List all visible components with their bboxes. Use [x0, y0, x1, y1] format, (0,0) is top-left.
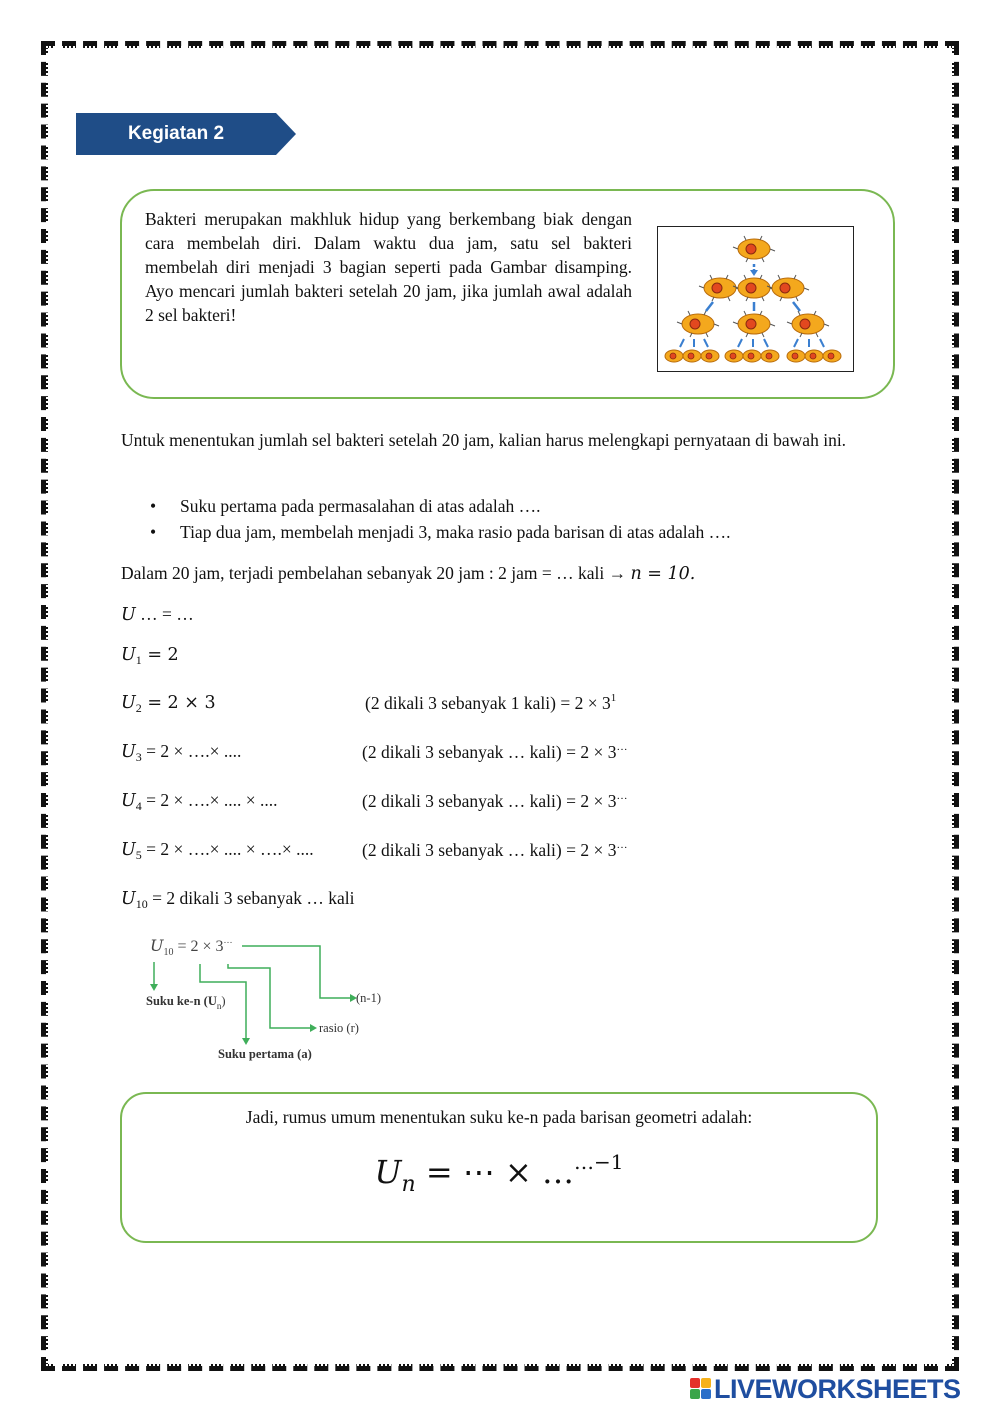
equation-u3: $U_3 = 2$ × ….× .... [121, 741, 242, 764]
equation-u3-explanation: (2 dikali 3 sebanyak … kali) = 2 × 3… [362, 741, 628, 762]
diagram-head-formula: $U_{10} = 2 \times 3^\dots$ [150, 935, 233, 958]
equation-u2-explanation: (2 dikali 3 sebanyak 1 kali) = $2 \times 3^1$ [365, 692, 617, 713]
bullet-item: • Suku pertama pada permasalahan di atas adalah …. [150, 496, 541, 516]
equation-u10: $U_{10} = 2$ dikali 3 sebanyak … kali [121, 888, 355, 911]
activity-banner-label: Kegiatan 2 [127, 123, 225, 144]
conclusion-text: Jadi, rumus umum menentukan suku ke-n pada barisan geometri adalah: [245, 1107, 753, 1127]
activity-banner [76, 113, 296, 155]
equation-u4-explanation: (2 dikali 3 sebanyak … kali) = 2 × 3… [362, 790, 628, 811]
division-line: Dalam 20 jam, terjadi pembelahan sebanyak 20 jam : 2 jam = … kali → n = 10. [121, 563, 696, 584]
equation-u2: $U_2 = 2 \times 3$ [121, 693, 216, 715]
equation-u1: $U_1 = 2$ [121, 645, 179, 667]
equation-u4: $U_4 = 2$ × ….× .... × .... [121, 790, 278, 813]
formula-diagram [140, 932, 400, 1072]
general-formula: $U_n$ = ⋯ × …$^{\dots-1}$ [374, 1150, 624, 1197]
label-suku-ke-n: Suku ke-n $(U_n)$ [146, 994, 226, 1011]
label-n-minus-1: (n-1) [356, 991, 381, 1005]
liveworksheets-logo [690, 1374, 961, 1404]
bacteria-division-image [657, 226, 854, 372]
equation-u5: $U_5 = 2$ × ….× .... × ….× .... [121, 839, 314, 862]
general-term-line: U … = … [121, 604, 194, 625]
brand-icon [690, 1378, 712, 1400]
label-rasio: rasio (r) [319, 1021, 359, 1035]
brand-text: LIVEWORKSHEETS [714, 1373, 961, 1404]
bacteria-illustration [658, 227, 852, 370]
problem-text: Bakteri merupakan makhluk hidup yang berkembang biak dengan cara membelah diri. Dalam waktu dua jam, satu sel bakteri membelah diri menjadi 3 bagian seperti pada Gambar disamping. Ayo mencari jumlah bakteri setelah 20 jam, jika jumlah awal adalah 2 sel bakteri! [145, 209, 632, 325]
equation-u5-explanation: (2 dikali 3 sebanyak … kali) = 2 × 3… [362, 839, 628, 860]
bullet-item: • Tiap dua jam, membelah menjadi 3, maka rasio pada barisan di atas adalah …. [150, 522, 731, 542]
instruction-text: Untuk menentukan jumlah sel bakteri setelah 20 jam, kalian harus melengkapi pernyataan di bawah ini. [121, 430, 847, 450]
label-suku-pertama: Suku pertama (a) [218, 1047, 312, 1061]
